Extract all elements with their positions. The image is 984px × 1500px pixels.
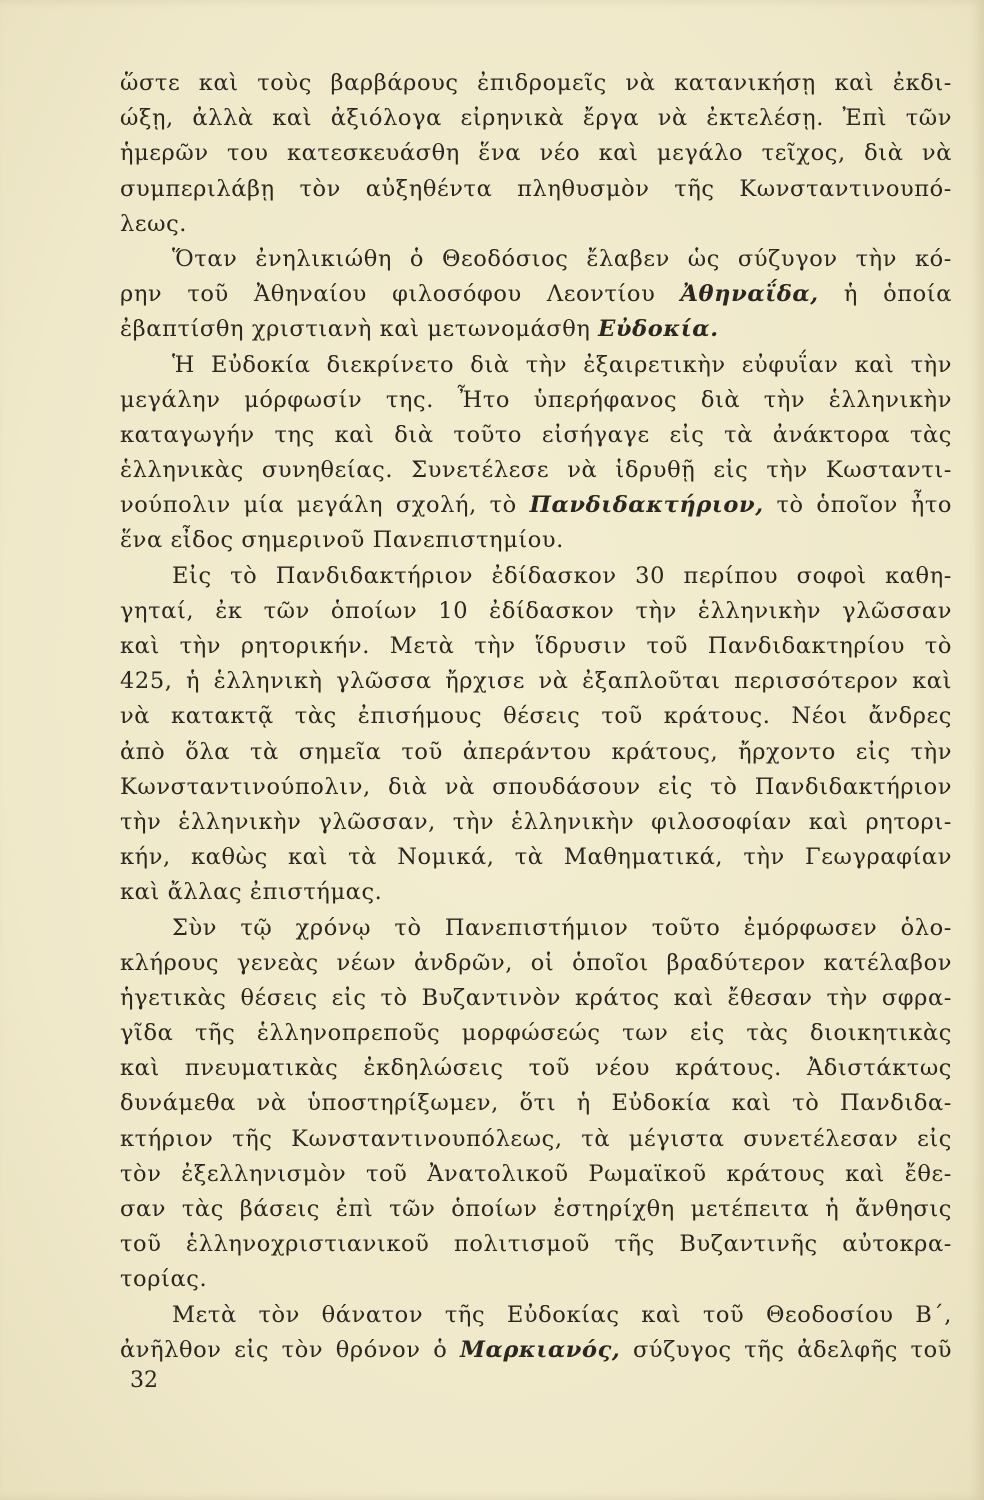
text-line [120,770,952,805]
text-line [120,629,952,664]
text-line [120,348,952,383]
text-run: γηταί, ἐκ τῶν ὁποίων 10 ἐδίδασκον τὴν ἑλληνικὴν γλῶσσαν [120,597,952,624]
text-run: λεως. [120,210,188,237]
text-run: δυνάμεθα νὰ ὑποστηρίξωμεν, ὅτι ἡ Εὐδοκία καὶ τὸ Πανδιδα- [120,1090,952,1117]
text-run: Ὅταν ἐνηλικιώθη ὁ Θεοδόσιος ἔλαβεν ὡς σύζυγον τὴν κό- [172,245,952,272]
text-line [120,523,952,558]
text-run: μεγάλην μόρφωσίν της. Ἦτο ὑπερήφανος διὰ τὴν ἑλληνικὴν [120,386,952,413]
text-run: τὸν ἐξελληνισμὸν τοῦ Ἀνατολικοῦ Ρωμαϊκοῦ κράτους καὶ ἔθε- [120,1160,952,1187]
text-run: ἡμερῶν του κατεσκευάσθη ἕνα νέο καὶ μεγάλο τεῖχος, διὰ νὰ [120,140,952,167]
text-line [120,946,952,981]
text-line [120,207,952,242]
text-line [120,805,952,840]
text-line [120,875,952,910]
text-run: ἡ ὁποία [818,281,952,308]
text-run: ρην τοῦ Ἀθηναίου φιλοσόφου Λεοντίου [120,281,681,308]
text-line [120,101,952,136]
text-run: Εἰς τὸ Πανδιδακτήριον ἐδίδασκον 30 περίπου σοφοὶ καθη- [172,562,952,589]
text-run: τὴν ἑλληνικὴν γλῶσσαν, τὴν ἑλληνικὴν φιλοσοφίαν καὶ ρητορι- [120,808,952,835]
text-run: ἕνα εἶδος σημερινοῦ Πανεπιστημίου. [120,527,564,554]
text-run: ἑλληνικὰς συνηθείας. Συνετέλεσε νὰ ἱδρυθῇ εἰς τὴν Κωσταντι- [120,457,952,484]
text-run: σαν τὰς βάσεις ἐπὶ τῶν ὁποίων ἐστηρίχθη μετέπειτα ἡ ἄνθησις [120,1196,952,1222]
text-run: κήν, καθὼς καὶ τὰ Νομικά, τὰ Μαθηματικά, τὴν Γεωγραφίαν [120,844,952,871]
text-run: ἀπὸ ὅλα τὰ σημεῖα τοῦ ἀπεράντου κράτους, ἤρχοντο εἰς τὴν [120,738,952,765]
emphasized-name: Πανδιδακτήριον, [529,492,764,519]
text-run: κλήρους γενεὰς νέων ἀνδρῶν, οἱ ὁποῖοι βραδύτερον κατέλαβον [120,949,952,976]
text-line [120,699,952,734]
page-number: 32 [130,1368,158,1393]
text-run: Κωνσταντινούπολιν, διὰ νὰ σπουδάσουν εἰς τὸ Πανδιδακτήριον [120,773,952,800]
text-line [120,418,952,453]
text-run: Μετὰ τὸν θάνατον τῆς Εὐδοκίας καὶ τοῦ Θεοδοσίου Β΄, [172,1301,952,1328]
text-line [120,1262,952,1297]
text-line [120,594,952,629]
text-run: σύζυγος τῆς ἀδελφῆς τοῦ [620,1336,952,1363]
text-line [120,1086,952,1121]
text-run: ἐβαπτίσθη χριστιανὴ καὶ μετωνομάσθη [120,316,599,343]
text-run: ὥστε καὶ τοὺς βαρβάρους ἐπιδρομεῖς νὰ κατανικήσῃ καὶ ἐκδι- [120,70,952,96]
emphasized-name: Μαρκιανός, [459,1336,621,1363]
emphasized-name: Ἀθηναΐδα, [680,281,819,308]
text-run: 425, ἡ ἑλληνικὴ γλῶσσα ἤρχισε νὰ ἐξαπλοῦται περισσότερον καὶ [120,668,952,695]
text-line [120,1157,952,1192]
emphasized-name: Εὐδοκία. [598,316,719,343]
text-line [120,559,952,594]
text-run: τορίας. [120,1266,208,1293]
text-run: καὶ ἄλλας ἐπιστήμας. [120,879,383,906]
text-line [120,1333,952,1368]
text-line [120,136,952,171]
text-line [120,453,952,488]
text-line [120,1051,952,1086]
text-run: ἀνῆλθον εἰς τὸν θρόνον ὁ [120,1336,460,1363]
text-run: ώξῃ, ἀλλὰ καὶ ἀξιόλογα εἰρηνικὰ ἔργα νὰ ἐκτελέσῃ. Ἐπὶ τῶν [120,105,952,132]
text-run: κτήριον τῆς Κωνσταντινουπόλεως, τὰ μέγιστα συνετέλεσαν εἰς [120,1125,952,1152]
text-run: νούπολιν μία μεγάλη σχολή, τὸ [120,492,530,519]
text-run: καὶ τὴν ρητορικήν. Μετὰ τὴν ἵδρυσιν τοῦ Πανδιδακτηρίου τὸ [120,633,952,659]
text-line [120,1122,952,1157]
text-line [120,66,952,101]
text-line [120,981,952,1016]
text-line [120,664,952,699]
text-line [120,383,952,418]
text-line [120,312,952,347]
text-run: τὸ ὁποῖον ἦτο [763,492,953,519]
text-line [120,488,952,523]
text-line [120,911,952,946]
text-line [120,1192,952,1227]
text-line [120,1227,952,1262]
text-line [120,840,952,875]
text-run: νὰ κατακτᾷ τὰς ἐπισήμους θέσεις τοῦ κράτους. Νέοι ἄνδρες [120,703,952,730]
body-text [120,66,952,1368]
text-run: Ἡ Εὐδοκία διεκρίνετο διὰ τὴν ἐξαιρετικὴν εὐφυΐαν καὶ τὴν [172,351,952,378]
text-run: γῖδα τῆς ἑλληνοπρεποῦς μορφώσεώς των εἰς τὰς διοικητικὰς [120,1020,952,1047]
text-line [120,277,952,312]
text-line [120,1016,952,1051]
text-run: ἡγετικὰς θέσεις εἰς τὸ Βυζαντινὸν κράτος καὶ ἔθεσαν τὴν σφρα- [120,984,952,1011]
text-run: καταγωγήν της καὶ διὰ τοῦτο εἰσήγαγε εἰς τὰ ἀνάκτορα τὰς [120,421,952,448]
text-line [120,1298,952,1333]
text-run: Σὺν τῷ χρόνῳ τὸ Πανεπιστήμιον τοῦτο ἐμόρφωσεν ὁλο- [172,914,952,941]
text-run: συμπεριλάβῃ τὸν αὐξηθέντα πληθυσμὸν τῆς Κωνσταντινουπό- [120,175,952,202]
text-line [120,242,952,277]
text-line [120,735,952,770]
text-run: τοῦ ἑλληνοχριστιανικοῦ πολιτισμοῦ τῆς Βυζαντινῆς αὐτοκρα- [120,1231,952,1258]
text-run: καὶ πνευματικὰς ἐκδηλώσεις τοῦ νέου κράτους. Ἀδιστάκτως [120,1055,952,1082]
text-line [120,172,952,207]
